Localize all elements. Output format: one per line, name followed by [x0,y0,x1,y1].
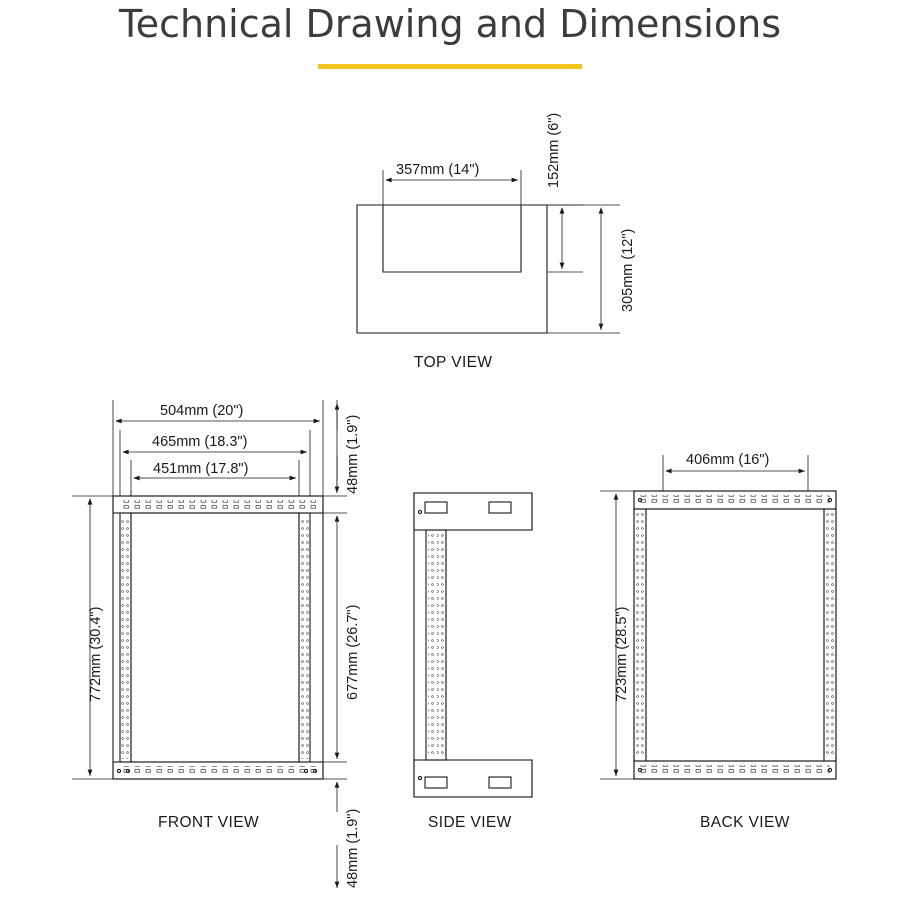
view-label-top: TOP VIEW [414,354,493,371]
dim-top-width: 357mm (14") [396,162,480,178]
dim-front-bottom-offset: 48mm (1.9") [345,808,361,888]
top-view-geometry [357,205,547,333]
top-view-dimension-lines [383,170,620,333]
dim-back-height: 723mm (28.5") [614,606,630,702]
back-view-geometry [634,491,836,779]
front-view-geometry [113,496,323,779]
dim-front-inner-width: 451mm (17.8") [153,461,249,477]
dim-back-width: 406mm (16") [686,452,770,468]
dim-front-height-total: 772mm (30.4") [88,606,104,702]
page-title: Technical Drawing and Dimensions [118,2,781,46]
view-label-back: BACK VIEW [700,814,790,831]
dim-front-outer-width: 504mm (20") [160,403,244,419]
view-label-side: SIDE VIEW [428,814,512,831]
dim-top-depth-upper: 152mm (6") [546,112,562,188]
dim-front-top-offset: 48mm (1.9") [345,414,361,494]
dim-front-mid-width: 465mm (18.3") [152,434,248,450]
dim-front-height-inner: 677mm (26.7") [345,604,361,700]
side-view-geometry [414,493,532,797]
view-label-front: FRONT VIEW [158,814,260,831]
dim-top-depth-total: 305mm (12") [620,228,636,312]
